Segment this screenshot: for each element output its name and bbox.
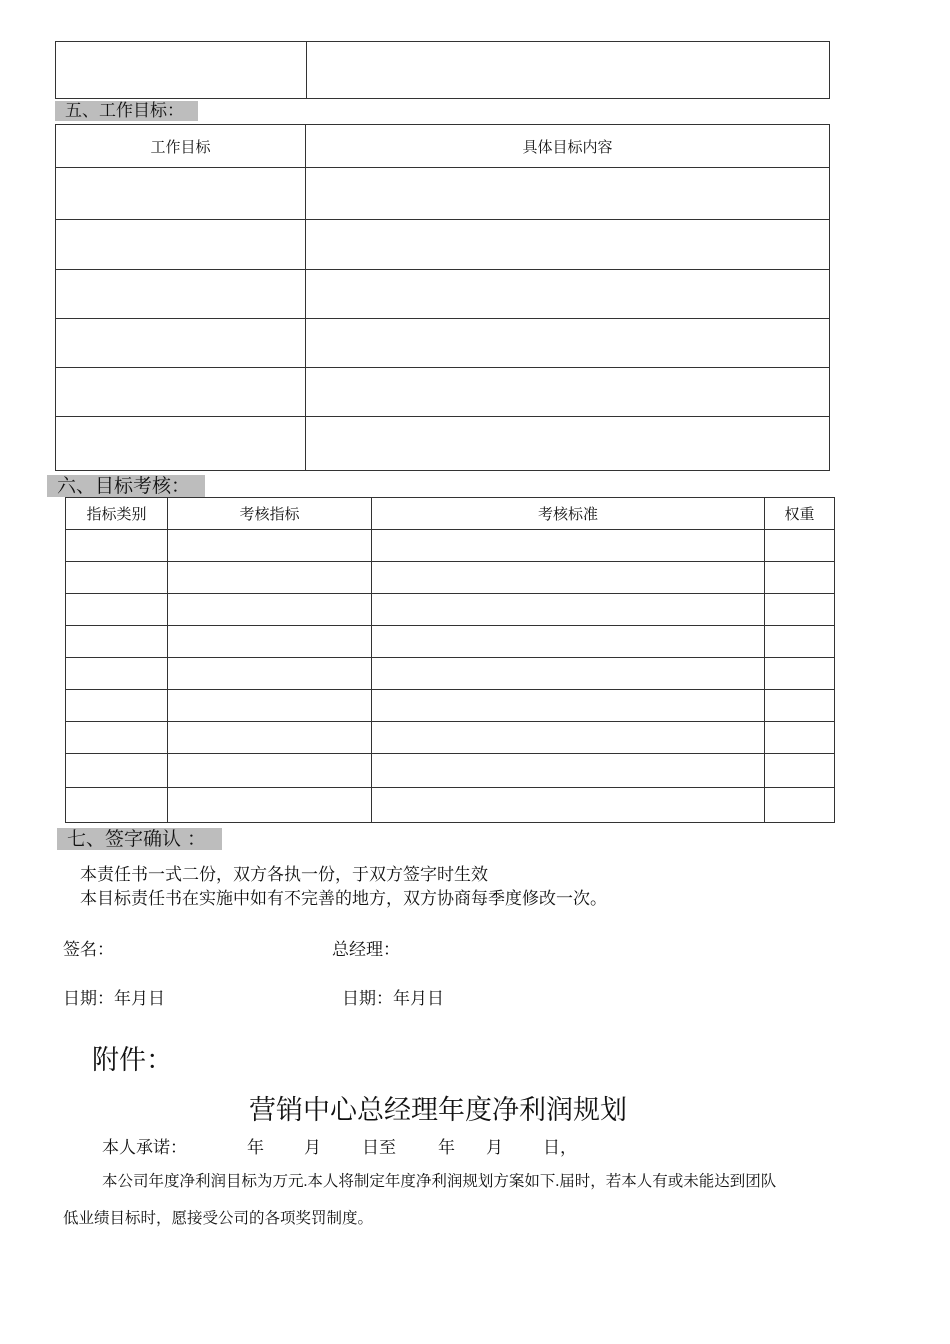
assessment-cell[interactable] <box>168 722 372 754</box>
section5-heading: 五、工作目标： <box>55 101 198 121</box>
commitment-label: 本人承诺： <box>102 1138 187 1158</box>
work-goal-cell[interactable] <box>56 319 306 368</box>
assessment-cell[interactable] <box>372 658 765 690</box>
assessment-header-standard: 考核标准 <box>372 498 765 530</box>
work-goal-cell[interactable] <box>56 168 306 220</box>
assessment-cell[interactable] <box>66 626 168 658</box>
assessment-cell[interactable] <box>66 722 168 754</box>
assessment-header-category: 指标类别 <box>66 498 168 530</box>
commitment-end-month: 月 <box>486 1138 503 1158</box>
assessment-cell[interactable] <box>66 788 168 823</box>
previous-section-table <box>55 41 830 99</box>
assessment-table <box>65 497 835 823</box>
assessment-cell[interactable] <box>765 530 835 562</box>
work-goal-content-cell[interactable] <box>306 220 830 270</box>
appendix-label: 附件： <box>92 1045 173 1076</box>
general-manager-label: 总经理： <box>332 940 400 960</box>
assessment-cell[interactable] <box>765 788 835 823</box>
previous-cell-left <box>56 42 307 99</box>
commitment-start-day: 日至 <box>362 1138 396 1158</box>
assessment-cell[interactable] <box>765 594 835 626</box>
assessment-cell[interactable] <box>765 562 835 594</box>
appendix-paragraph-line-2: 低业绩目标时，愿接受公司的各项奖罚制度。 <box>63 1210 374 1227</box>
work-goals-table <box>55 124 830 471</box>
assessment-cell[interactable] <box>168 658 372 690</box>
agreement-line-2: 本目标责任书在实施中如有不完善的地方，双方协商每季度修改一次。 <box>80 889 607 909</box>
signature-label: 签名： <box>63 940 114 960</box>
assessment-cell[interactable] <box>168 754 372 788</box>
assessment-cell[interactable] <box>372 788 765 823</box>
agreement-line-1: 本责任书一式二份，双方各执一份，于双方签字时生效 <box>80 865 488 885</box>
work-goal-content-cell[interactable] <box>306 368 830 417</box>
commitment-start-year: 年 <box>247 1138 264 1158</box>
assessment-cell[interactable] <box>66 594 168 626</box>
assessment-cell[interactable] <box>372 594 765 626</box>
assessment-cell[interactable] <box>66 754 168 788</box>
assessment-cell[interactable] <box>168 530 372 562</box>
assessment-cell[interactable] <box>168 690 372 722</box>
work-goal-content-cell[interactable] <box>306 270 830 319</box>
assessment-cell[interactable] <box>168 562 372 594</box>
commitment-end-year: 年 <box>438 1138 455 1158</box>
assessment-cell[interactable] <box>372 562 765 594</box>
assessment-cell[interactable] <box>372 530 765 562</box>
work-goal-content-cell[interactable] <box>306 168 830 220</box>
work-goal-content-cell[interactable] <box>306 319 830 368</box>
assessment-cell[interactable] <box>66 562 168 594</box>
assessment-cell[interactable] <box>168 594 372 626</box>
assessment-header-weight: 权重 <box>765 498 835 530</box>
assessment-cell[interactable] <box>168 788 372 823</box>
assessment-header-indicator: 考核指标 <box>168 498 372 530</box>
assessment-cell[interactable] <box>765 658 835 690</box>
assessment-cell[interactable] <box>66 658 168 690</box>
assessment-cell[interactable] <box>66 690 168 722</box>
section6-heading: 六、目标考核： <box>47 475 205 497</box>
work-goal-cell[interactable] <box>56 417 306 471</box>
assessment-cell[interactable] <box>372 690 765 722</box>
appendix-paragraph-line-1: 本公司年度净利润目标为万元.本人将制定年度净利润规划方案如下.届时，若本人有或未能达到团队 <box>102 1173 777 1190</box>
work-goals-header-content: 具体目标内容 <box>306 125 830 168</box>
assessment-cell[interactable] <box>765 754 835 788</box>
assessment-cell[interactable] <box>66 530 168 562</box>
assessment-cell[interactable] <box>765 722 835 754</box>
appendix-title: 营销中心总经理年度净利润规划 <box>249 1095 627 1126</box>
assessment-cell[interactable] <box>372 722 765 754</box>
commitment-start-month: 月 <box>304 1138 321 1158</box>
work-goal-cell[interactable] <box>56 270 306 319</box>
date-left: 日期：年月日 <box>63 989 165 1009</box>
work-goals-header-goal: 工作目标 <box>56 125 306 168</box>
previous-cell-right <box>307 42 830 99</box>
work-goal-content-cell[interactable] <box>306 417 830 471</box>
commitment-end-day: 日， <box>543 1138 577 1158</box>
assessment-cell[interactable] <box>372 626 765 658</box>
section7-heading: 七、签字确认 ： <box>57 828 222 850</box>
date-right: 日期：年月日 <box>342 989 444 1009</box>
assessment-cell[interactable] <box>765 626 835 658</box>
assessment-cell[interactable] <box>372 754 765 788</box>
work-goal-cell[interactable] <box>56 368 306 417</box>
work-goal-cell[interactable] <box>56 220 306 270</box>
assessment-cell[interactable] <box>168 626 372 658</box>
assessment-cell[interactable] <box>765 690 835 722</box>
